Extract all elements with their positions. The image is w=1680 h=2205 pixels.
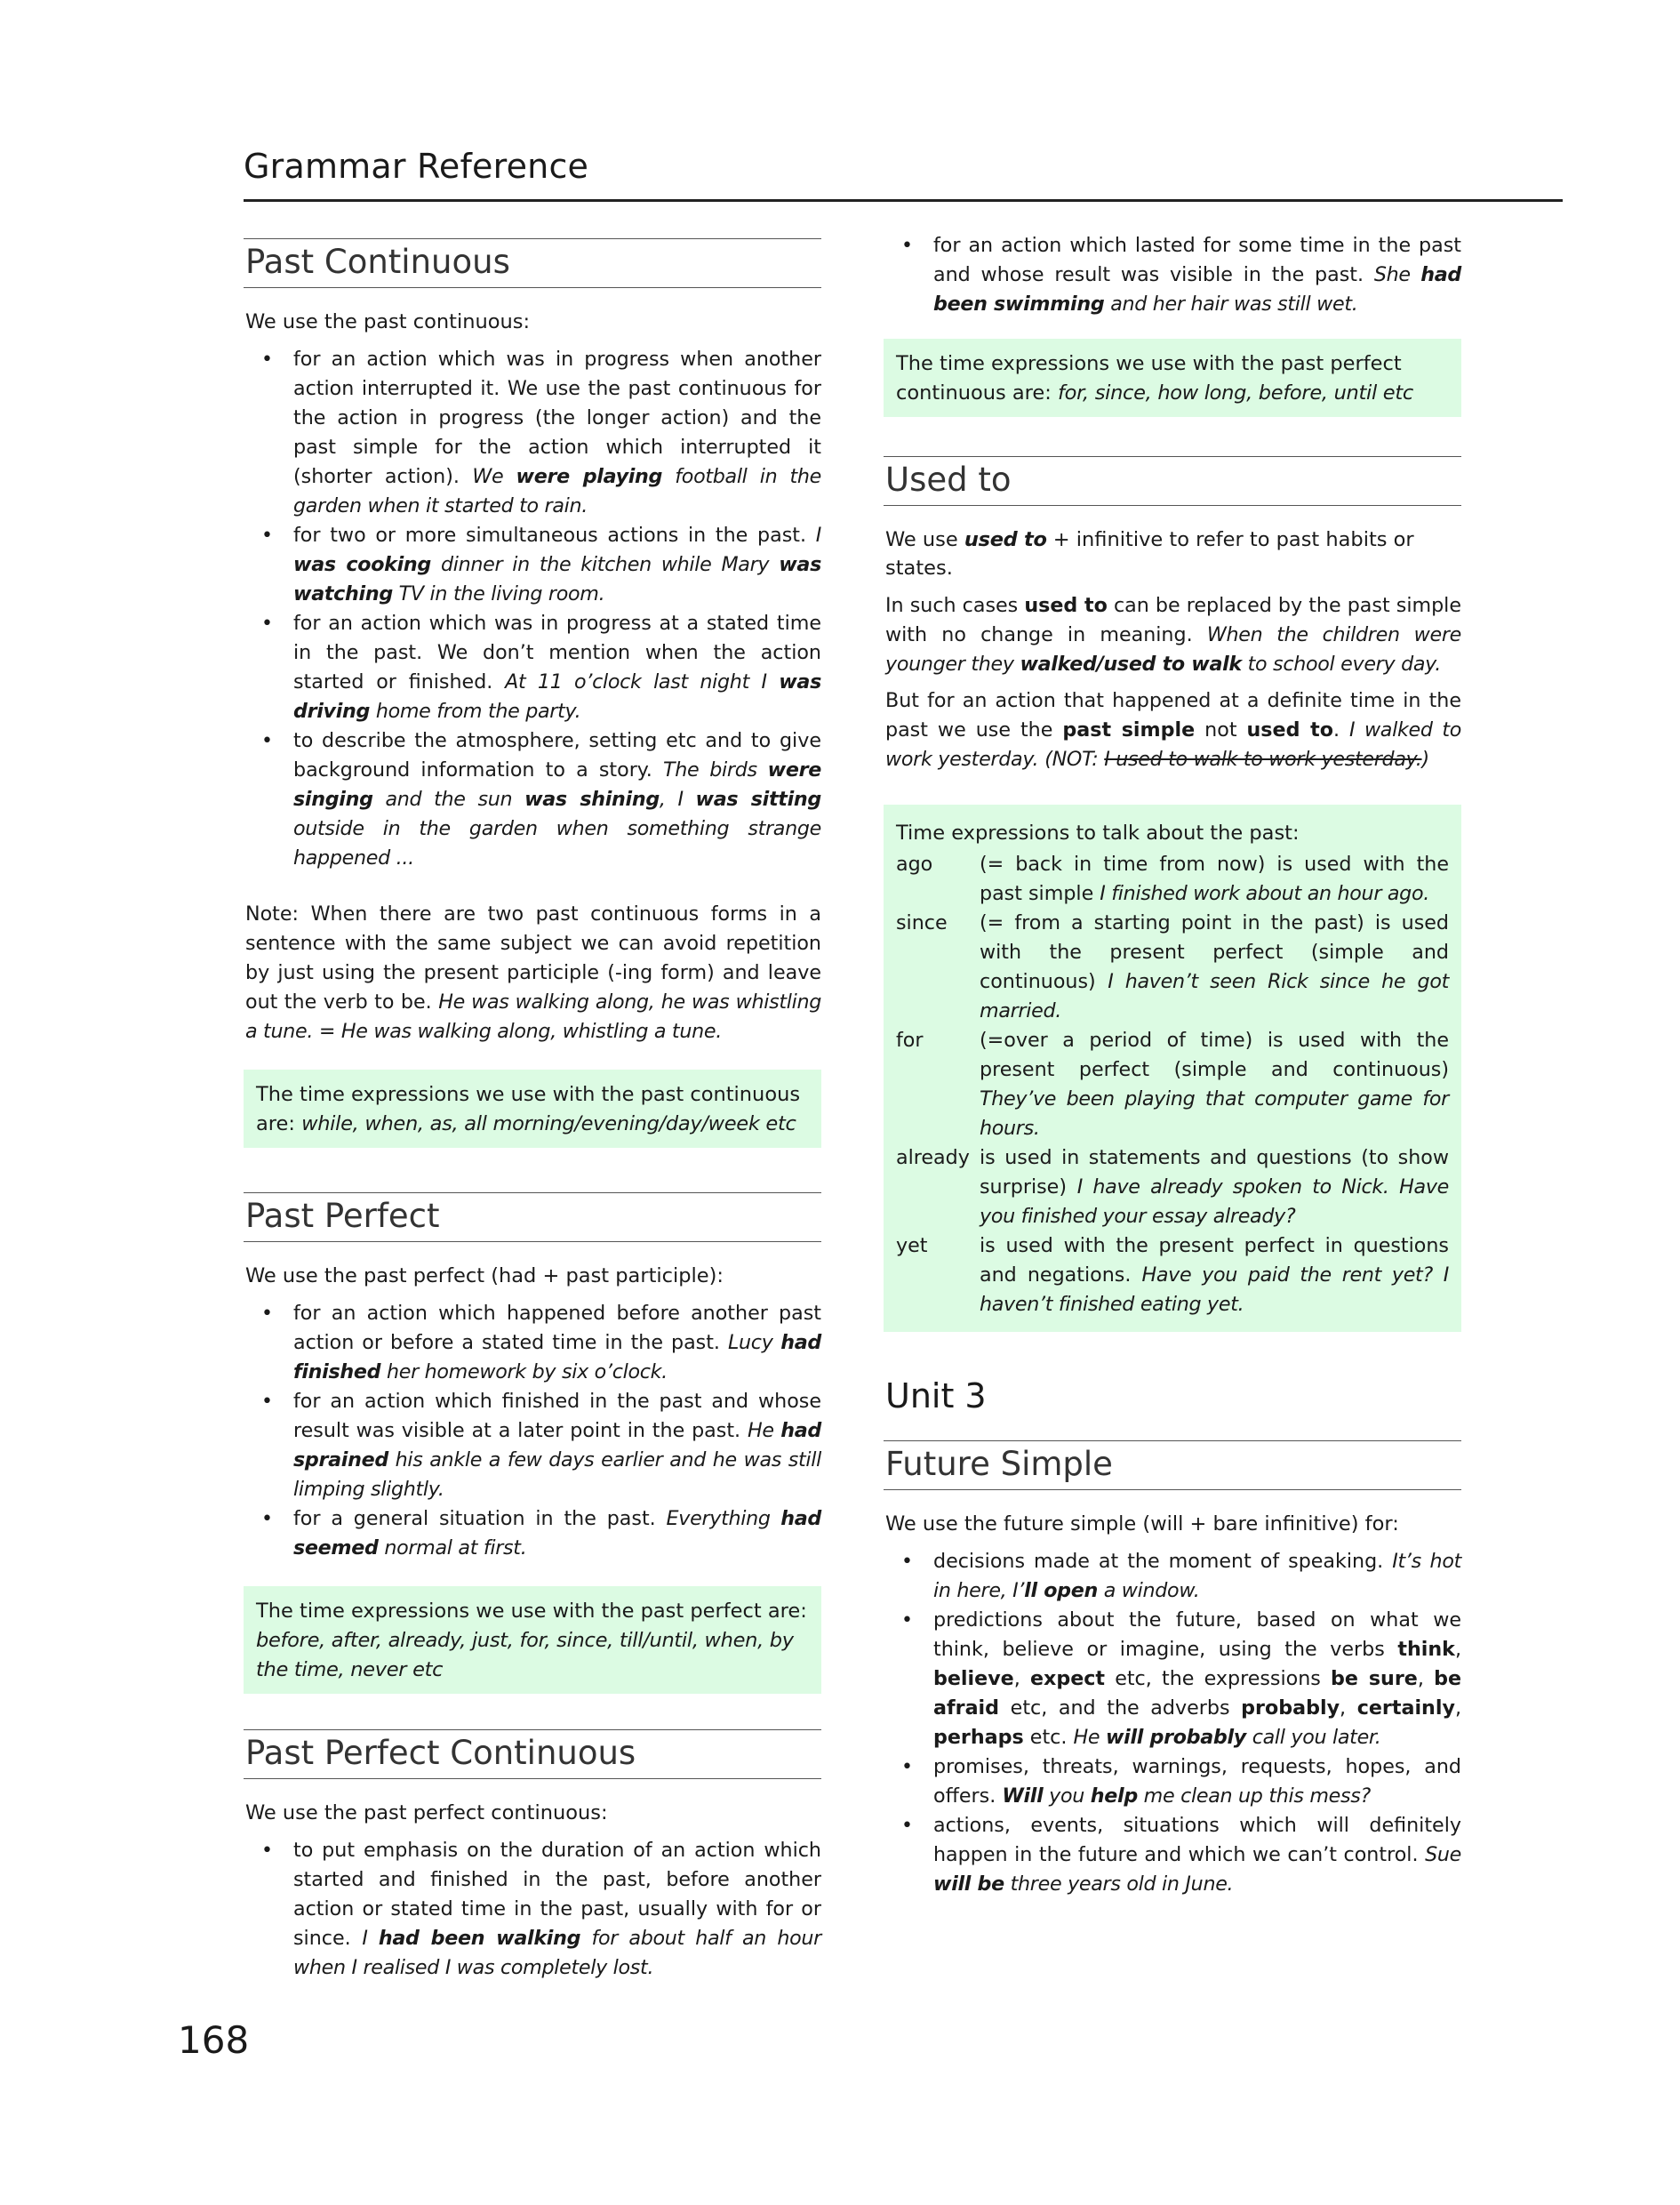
list-item: • predictions about the future, based on what we think, believe or imagine, using the verbs think, believe, expect etc, the expressions be sure, be afraid etc, and the adverbs probably, certainly, perhaps etc. He will probably call you later. [884, 1606, 1461, 1752]
page-number: 168 [178, 2018, 250, 2062]
used-to-paragraph-2: But for an action that happened at a definite time in the past we use the past simple not used to. I walked to work yesterday. (NOT: I used to walk to work yesterday.) [885, 689, 1462, 771]
title-rule [244, 199, 1563, 202]
used-to-time-box [884, 805, 1461, 1332]
list-item: • to put emphasis on the duration of an action which started and finished in the past, before another action or stated time in the past, usually with for or since. I had been walking for about half an hour when I realised I was completely lost. [244, 1836, 821, 1983]
example: It’s hot in here, I’ll open a window. [933, 1550, 1461, 1602]
example: At 11 o’clock last night I was driving home from the party. [293, 670, 821, 723]
item-text: for an action which was in progress at a stated time in the past. We don’t mention when the action started or finished. [293, 612, 821, 694]
example: Sue will be three years old in June. [933, 1843, 1461, 1896]
item-text: to describe the atmosphere, setting etc and to give background information to a story. [293, 729, 821, 782]
example: He had sprained his ankle a few days earlier and he was still limping slightly. [293, 1419, 821, 1501]
past-continuous-heading: Past Continuous [244, 238, 821, 288]
unit-heading: Unit 3 [885, 1376, 987, 1415]
past-perfect-continuous-list [244, 1836, 821, 1983]
list-item: • actions, events, situations which will definitely happen in the future and which we can’t control. Sue will be three years old in June. [884, 1811, 1461, 1899]
list-item: • for an action which happened before another past action or before a stated time in the past. Lucy had finished her homework by six o’clock. [244, 1299, 821, 1387]
used-to-heading: Used to [884, 456, 1461, 506]
table-row: yet is used with the present perfect in questions and negations. Have you paid the rent yet? I haven’t finished eating yet. [896, 1234, 1449, 1316]
list-item [244, 521, 821, 609]
future-simple-intro: We use the future simple (will + bare infinitive) for: [885, 1512, 1399, 1535]
past-perfect-time-box: The time expressions we use with the past perfect are: before, after, already, just, for, since, till/until, when, by the time, never etc [244, 1586, 821, 1694]
table-row: for (=over a period of time) is used with the present perfect (simple and continuous) They’ve been playing that computer game for hours. [896, 1029, 1449, 1140]
list-item: • promises, threats, warnings, requests, hopes, and offers. Will you help me clean up this mess? [884, 1752, 1461, 1811]
example: She had been swimming and her hair was still wet. [933, 263, 1461, 316]
example: I was cooking dinner in the kitchen while Mary was watching TV in the living room. [293, 524, 821, 605]
table-row: already is used in statements and questions (to show surprise) I have already spoken to Nick. Have you finished your essay already? [896, 1146, 1449, 1228]
example: Everything had seemed normal at first. [293, 1507, 821, 1560]
past-continuous-list [244, 345, 821, 873]
time-expressions-table [896, 850, 1449, 1319]
past-continuous-time-box: The time expressions we use with the past continuous are: while, when, as, all morning/evening/day/week etc [244, 1070, 821, 1148]
used-to-paragraph-1: In such cases used to can be replaced by the past simple with no change in meaning. When the children were younger they walked/used to walk to school every day. [885, 594, 1462, 676]
future-simple-list [884, 1547, 1461, 1899]
table-row: since (= from a starting point in the past) is used with the present perfect (simple and continuous) I haven’t seen Rick since he got married. [896, 911, 1449, 1022]
past-perfect-list [244, 1299, 821, 1563]
past-perfect-continuous-time-box: The time expressions we use with the past perfect continuous are: for, since, how long, before, until etc [884, 339, 1461, 417]
left-column [244, 238, 821, 1983]
item-text: for two or more simultaneous actions in the past. [293, 524, 816, 547]
past-perfect-intro: We use the past perfect (had + past participle): [245, 1264, 724, 1287]
future-simple-heading: Future Simple [884, 1440, 1461, 1490]
list-item: • for a general situation in the past. Everything had seemed normal at first. [244, 1504, 821, 1563]
page-title: Grammar Reference [244, 147, 589, 186]
right-column [884, 231, 1461, 1899]
list-item: • for an action which finished in the past and whose result was visible at a later point in the past. He had sprained his ankle a few days earlier and he was still limping slightly. [244, 1387, 821, 1504]
list-item: • decisions made at the moment of speaking. It’s hot in here, I’ll open a window. [884, 1547, 1461, 1606]
list-item [244, 609, 821, 726]
item-text: for an action which was in progress when another action interrupted it. We use the past continuous for the action in progress (the longer action) and the past simple for the action which interrupted it (shorter action). [293, 348, 821, 488]
used-to-intro: We use used to + infinitive to refer to past habits or states. [885, 528, 1414, 580]
example: The birds were singing and the sun was shining, I was sitting outside in the garden when something strange happened ... [293, 758, 821, 870]
list-item [244, 726, 821, 873]
past-perfect-continuous-intro: We use the past perfect continuous: [245, 1801, 608, 1824]
past-continuous-intro: We use the past continuous: [245, 310, 531, 333]
list-item [244, 345, 821, 521]
past-continuous-note: Note: When there are two past continuous forms in a sentence with the same subject we can avoid repetition by just using the present participle (-ing form) and leave out the verb to be. He was walking along, he was whistling a tune. = He was walking along, whistling a tune. [245, 902, 822, 1043]
past-perfect-continuous-heading: Past Perfect Continuous [244, 1729, 821, 1779]
example: We were playing football in the garden when it started to rain. [293, 465, 822, 517]
past-perfect-heading: Past Perfect [244, 1192, 821, 1242]
example: He will probably call you later. [1073, 1726, 1381, 1749]
example: I had been walking for about half an hour when I realised I was completely lost. [293, 1927, 821, 1979]
time-box-title: Time expressions to talk about the past: [896, 822, 1300, 845]
example: Will you help me clean up this mess? [1002, 1784, 1372, 1808]
list-item: • for an action which lasted for some time in the past and whose result was visible in the past. She had been swimming and her hair was still wet. [884, 231, 1461, 319]
past-perfect-continuous-list-cont [884, 231, 1461, 319]
table-row: ago (= back in time from now) is used with the past simple I finished work about an hour ago. [896, 853, 1449, 905]
example: Lucy had finished her homework by six o’clock. [293, 1331, 821, 1383]
